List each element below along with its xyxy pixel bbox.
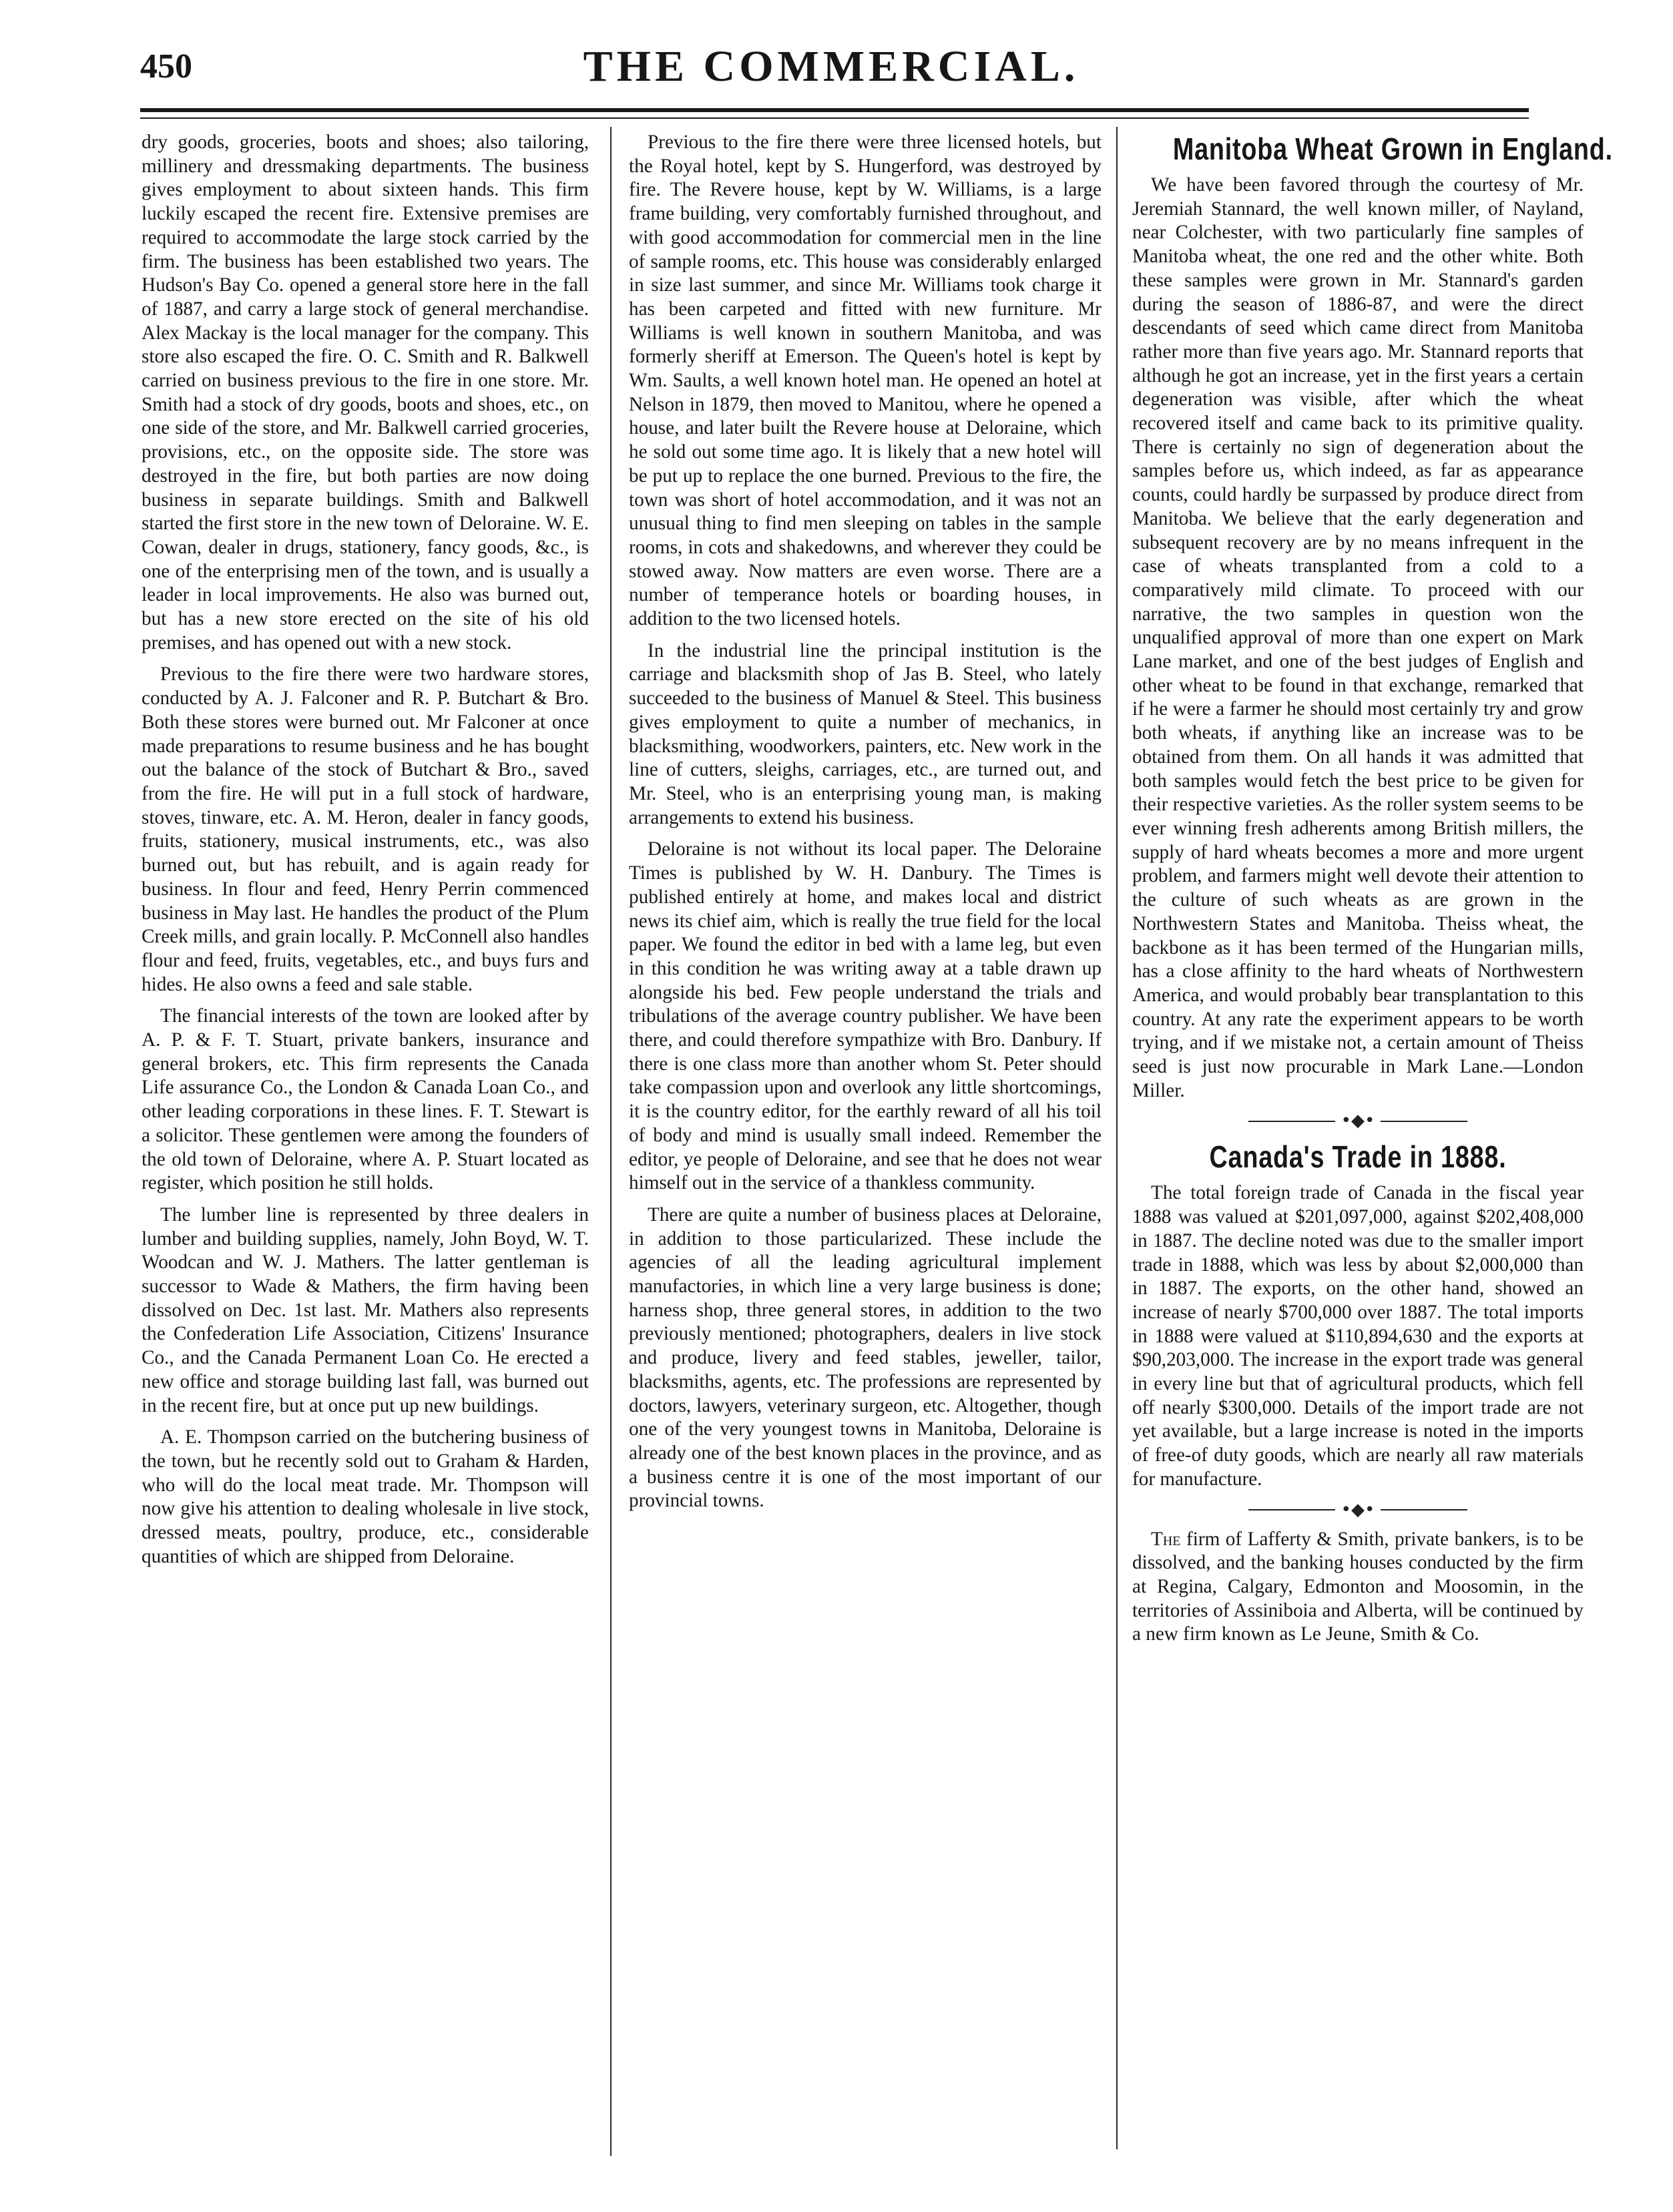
article-paragraph: A. E. Thompson carried on the butchering business of the town, but he recently sold out to Graham & Harden, who will do the local meat trade. Mr. Thompson will now give his attention to dealing wholesale in live stock, dressed meats, poultry, produce, etc., considerable quantities of which are shipped from Deloraine.	[142, 1426, 589, 1567]
notice-lead: The	[1151, 1528, 1181, 1550]
page-number: 450	[140, 47, 192, 85]
article-paragraph: The total foreign trade of Canada in the fiscal year 1888 was valued at $201,097,000, against $202,408,000 in 1887. The decline noted was due to the smaller import trade in 1888, which was less by about $2,000,000 than in 1887. The exports, on the other hand, showed an increase of nearly $700,000 over 1887. The total imports in 1888 were valued at $110,894,630 and the exports at $90,203,000. The increase in the export trade was general in every line but that of agricultural products, which fell off nearly $300,000. Details of the import trade are not yet available, but a large increase is noted in the imports of free-of duty goods, which are nearly all raw materials for manufacture.	[1132, 1182, 1584, 1490]
column-divider	[610, 127, 612, 2156]
section-ornament	[1132, 1498, 1584, 1521]
article-paragraph: Deloraine is not without its local paper. The Deloraine Times is published by W. H. Danbury. The Times is published entirely at home, and makes local and district news its chief aim, which is really the true field for the local paper. We found the editor in bed with a lame leg, but even in this condition he was writing away at a table drawn up alongside his bed. Few people understand the trials and tribulations of the average country publisher. We have been there, and could therefore sympathize with Bro. Danbury. If there is one class more than another whom St. Peter should take compassion upon and overlook any little shortcomings, it is the country editor, for the earthly reward of all his toil of body and mind is usually small indeed. Remember the editor, ye people of Deloraine, and see that he does not wear himself out in the service of a thankless community.	[629, 838, 1102, 1194]
column-3	[1132, 131, 1613, 1647]
ornament-line	[1381, 1121, 1467, 1122]
article-paragraph: Previous to the fire there were three licensed hotels, but the Royal hotel, kept by S. Hungerford, was destroyed by fire. The Revere house, kept by W. Williams, is a large frame building, very comfortably furnished throughout, and with good accommodation for commercial men in the line of sample rooms, etc. This house was considerably enlarged in size last summer, and since Mr. Williams took charge it has been carpeted and fitted with new furniture. Mr Williams is well known in southern Manitoba, and was formerly sheriff at Emerson. The Queen's hotel is kept by Wm. Saults, a well known hotel man. He opened an hotel at Nelson in 1879, then moved to Manitou, where he opened a house, and later built the Revere house at Deloraine, which he sold out some time ago. It is likely that a new hotel will be put up to replace the one burned. Previous to the fire, the town was short of hotel accommodation, and it was not an unusual thing to find men sleeping on tables in the sample rooms, in cots and shakedowns, and wherever they could be stowed away. Now matters are even worse. There are a number of temperance hotels or boarding houses, in addition to the two licensed hotels.	[629, 131, 1102, 630]
ornament-line	[1381, 1509, 1467, 1510]
column-1	[142, 131, 589, 1569]
column-divider	[1116, 127, 1118, 2149]
masthead-title: THE COMMERCIAL.	[583, 42, 1080, 91]
notice-text: firm of Lafferty & Smith, private bankers, is to be dissolved, and the banking houses conducted by the firm at Regina, Calgary, Edmonton and Moosomin, in the territories of Assiniboia and Alberta, will be continued by a new firm known as Le Jeune, Smith & Co.	[1132, 1528, 1584, 1645]
article-paragraph: We have been favored through the courtesy of Mr. Jeremiah Stannard, the well known miller, of Nayland, near Colchester, with two particularly fine samples of Manitoba wheat, the one red and the other white. Both these samples were grown in Mr. Stannard's garden during the season of 1886-87, and were the direct descendants of seed which came direct from Manitoba rather more than five years ago. Mr. Stannard reports that although he got an increase, yet in the first years a certain degeneration was visible, after which the wheat recovered itself and came back to its primitive quality. There is certainly no sign of degeneration about the samples before us, which indeed, as far as appearance counts, could hardly be surpassed by produce direct from Manitoba. We believe that the early degeneration and subsequent recovery are by no means infrequent in the case of wheats transplanted from a cold to a comparatively mild climate. To proceed with our narrative, the two samples in question won the unqualified approval of more than one expert on Mark Lane market, and one of the best judges of English and other wheat to be found in that exchange, remarked that if he were a farmer he should most certainly try and grow both wheats, if anything like an increase was to be obtained from them. On all hands it was admitted that both samples would fetch the best price to be given for their respective varieties. As the roller system seems to be ever winning fresh adherents among British millers, the supply of hard wheats becomes a more and more urgent problem, and farmers might well devote their attention to the culture of such wheats as are grown in the Northwestern States and Manitoba. Theiss wheat, the backbone as it has been termed of the Hungarian mills, has a close affinity to the hard wheats of Northwestern America, and would probably bear transplantation to this country. At any rate the experiment appears to be worth trying, and if we mistake not, a certain amount of Theiss seed is just now procurable in Mark Lane.—London Miller.	[1132, 174, 1584, 1101]
article-paragraph: The lumber line is represented by three dealers in lumber and building supplies, namely, John Boyd, W. T. Woodcan and W. J. Mathers. The latter gentleman is successor to Wade & Mathers, the firm having been dissolved on Dec. 1st last. Mr. Mathers also represents the Confederation Life Association, Citizens' Insurance Co., and the Canada Permanent Loan Co. He erected a new office and storage building last fall, was burned out in the recent fire, but at once put up new buildings.	[142, 1203, 589, 1416]
article-paragraph: In the industrial line the principal institution is the carriage and blacksmith shop of Jas B. Steel, who lately succeeded to the business of Manuel & Steel. This business gives employment to quite a number of mechanics, in blacksmithing, woodworkers, painters, etc. New work in the line of cutters, sleighs, carriages, etc., are turned out, and Mr. Steel, who is an enterprising young man, is making arrangements to extend his business.	[629, 639, 1102, 828]
section-ornament	[1132, 1109, 1584, 1132]
article-paragraph: dry goods, groceries, boots and shoes; also tailoring, millinery and dressmaking departments. The business gives employment to about sixteen hands. This firm luckily escaped the recent fire. Extensive premises are required to accommodate the large stock carried by the firm. The business has been established two years. The Hudson's Bay Co. opened a general store here in the fall of 1887, and carry a large stock of general merchandise. Alex Mackay is the local manager for the company. This store also escaped the fire. O. C. Smith and R. Balkwell carried on business previous to the fire in one store. Mr. Smith had a stock of dry goods, boots and shoes, etc., on one side of the store, and Mr. Balkwell carried groceries, provisions, etc., on the opposite side. The store was destroyed in the fire, but both parties are now doing business in separate buildings. Smith and Balkwell started the first store in the new town of Deloraine. W. E. Cowan, dealer in drugs, stationery, fancy goods, &c., is one of the enterprising men of the town, and is usually a leader in local improvements. He also was burned out, but has a new store erected on the site of his old premises, and has opened out with a new stock.	[142, 131, 589, 653]
ornament-line	[1248, 1509, 1335, 1510]
column-2	[629, 131, 1102, 1513]
article-paragraph: There are quite a number of business places at Deloraine, in addition to those particularized. These include the agencies of all the leading agricultural implement manufactories, in which line a very large business is done; harness shop, three general stores, in addition to the two previously mentioned; photographers, dealers in live stock and produce, livery and feed stables, jeweller, tailor, blacksmiths, agents, etc. The professions are represented by doctors, lawyers, veterinary surgeon, etc. Altogether, though one of the very youngest towns in Manitoba, Deloraine is already one of the best known places in the province, and as a business centre it is one of the most important of our provincial towns.	[629, 1203, 1102, 1512]
article-paragraph: The financial interests of the town are looked after by A. P. & F. T. Stuart, private bankers, insurance and general brokers, etc. This firm represents the Canada Life assurance Co., the London & Canada Loan Co., and other leading corporations in these lines. F. T. Stewart is a solicitor. These gentlemen were among the founders of the old town of Deloraine, where A. P. Stuart located as register, which position he still holds.	[142, 1005, 589, 1194]
page-header	[140, 39, 1522, 99]
article-paragraph: Previous to the fire there were two hardware stores, conducted by A. J. Falconer and R. P. Butchart & Bro. Both these stores were burned out. Mr Falconer at once made preparations to resume business and he has bought out the balance of the stock of Butchart & Bro., saved from the fire. He will put in a full stock of hardware, stoves, tinware, etc. A. M. Heron, dealer in fancy goods, fruits, stationery, musical instruments, etc., was also burned out, but has rebuilt, and is again ready for business. In flour and feed, Henry Perrin commenced business in May last. He handles the product of the Plum Creek mills, and grain locally. P. McConnell also handles flour and feed, fruits, vegetables, etc., and buys furs and hides. He also owns a feed and sale stable.	[142, 663, 589, 995]
headline-trade: Canada's Trade in 1888.	[1209, 1139, 1507, 1175]
ornament-glyph: •◆•	[1341, 1111, 1375, 1131]
notice-paragraph	[1132, 1528, 1584, 1647]
header-rule-thick	[140, 108, 1529, 112]
header-rule-thin	[140, 117, 1529, 119]
ornament-line	[1248, 1121, 1335, 1122]
ornament-glyph: •◆•	[1341, 1499, 1375, 1520]
headline-wheat: Manitoba Wheat Grown in England.	[1172, 131, 1613, 166]
